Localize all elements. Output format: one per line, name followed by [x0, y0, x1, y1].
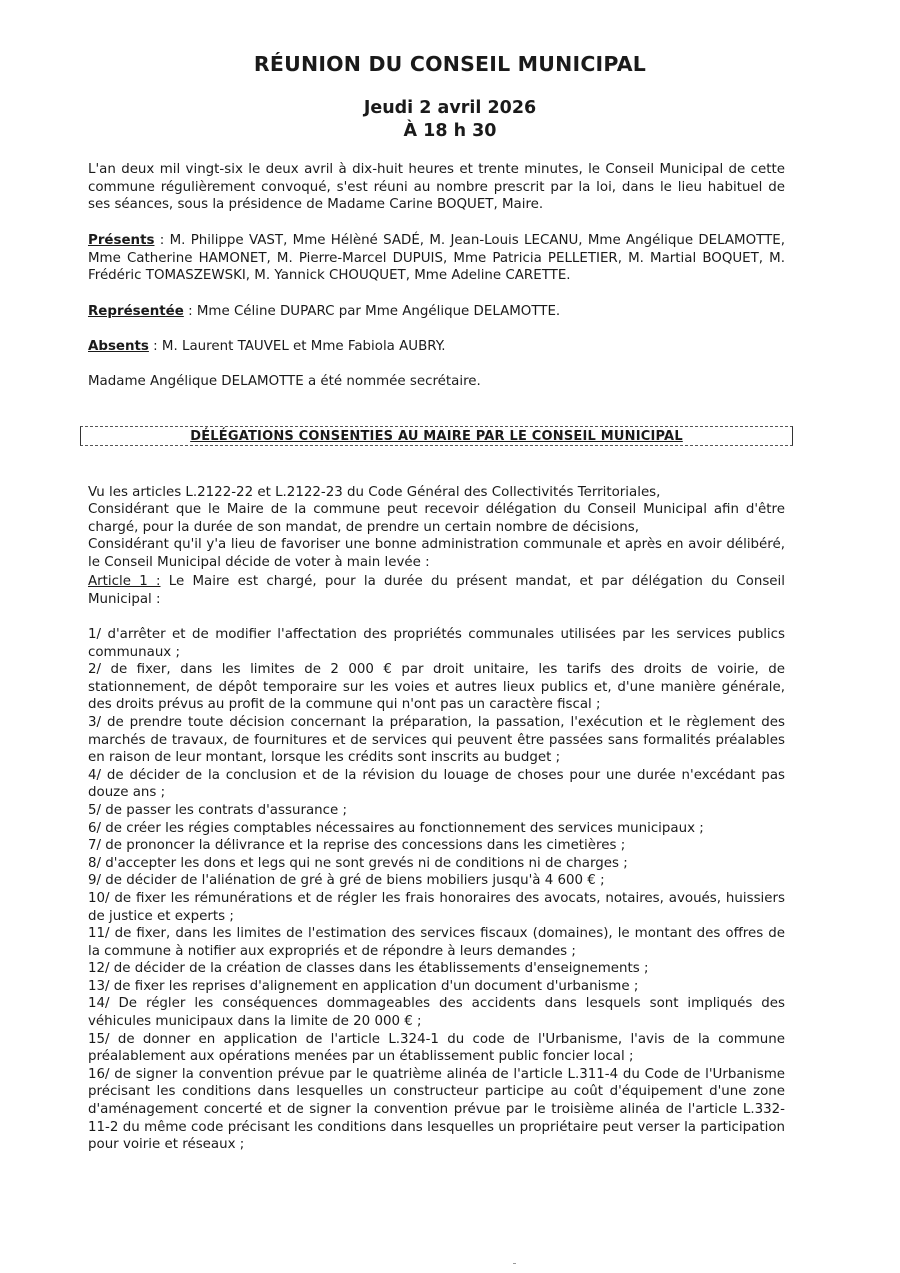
section-heading-box [80, 426, 793, 446]
list-item: 10/ de fixer les rémunérations et de régler les frais honoraires des avocats, notaires, avoués, huissiers de justice et experts ; [88, 890, 785, 924]
represented-paragraph [88, 303, 785, 321]
preamble-paragraph [88, 466, 785, 589]
list-item: 15/ de donner en application de l'article L.324-1 du code de l'Urbanisme, l'avis de la commune préalablement aux opérations menées par un établissement public foncier local ; [88, 1031, 785, 1065]
section-heading: DÉLÉGATIONS CONSENTIES AU MAIRE PAR LE CONSEIL MUNICIPAL [190, 429, 683, 444]
present-paragraph [88, 232, 785, 285]
article-1-text: Le Maire est chargé, pour la durée du présent mandat, et par délégation du Conseil Municipal : [88, 574, 785, 607]
intro-text: L'an deux mil vingt-six le deux avril à dix-huit heures et trente minutes, le Conseil Municipal de cette commune régulièrement convoqué, s'est réuni au nombre prescrit par la loi, dans le lieu habituel de ses séances, sous la présidence de Madame Carine BOQUET, Maire. [88, 162, 785, 213]
preamble-text: Vu les articles L.2122-22 et L.2122-23 du Code Général des Collectivités Territoriales, Considérant que le Maire de la commune peut recevoir délégation du Conseil Municipal afin d'être chargé, pour la durée de son mandat, de prendre un certain nombre de décisions, Considérant qu'il y'a lieu de favoriser une bonne administration communale et après en avoir délibéré, le Conseil Municipal décide de voter à main levée : [88, 484, 785, 570]
meeting-time: À 18 h 30 [403, 121, 497, 141]
secretary-text: Madame Angélique DELAMOTTE a été nommée secrétaire. [88, 374, 481, 389]
list-item: 12/ de décider de la création de classes dans les établissements d'enseignements ; [88, 961, 649, 977]
intro-paragraph [88, 161, 785, 214]
list-item: 4/ de décider de la conclusion et de la révision du louage de choses pour une durée n'excédant pas douze ans ; [88, 767, 785, 801]
list-item: 3/ de prendre toute décision concernant la préparation, la passation, l'exécution et le règlement des marchés de travaux, de fournitures et de services qui peuvent être passées sans formalités préalables en raison de leur montant, lorsque les crédits sont inscrits au budget ; [88, 714, 785, 766]
list-item: 16/ de signer la convention prévue par le quatrième alinéa de l'article L.311-4 du Code de l'Urbanisme précisant les conditions dans lesquelles un constructeur participe au coût d'équipement d'une zone d'aménagement concerté et de signer la convention prévue par le troisième alinéa de l'article L.332-11-2 du même code précisant les conditions dans lesquelles un propriétaire peut verser la participation pour voirie et réseaux ; [88, 1066, 785, 1153]
list-item: 5/ de passer les contrats d'assurance ; [88, 802, 348, 818]
present-list: : M. Philippe VAST, Mme Hélèné SADÉ, M. Jean-Louis LECANU, Mme Angélique DELAMOTTE, Mme Catherine HAMONET, M. Pierre-Marcel DUPUIS, Mme Patricia PELLETIER, M. Martial BOQUET, M. Frédéric TOMASZEWSKI, M. Yannick CHOUQUET, Mme Adeline CARETTE. [88, 233, 785, 284]
page-title: RÉUNION DU CONSEIL MUNICIPAL [253, 52, 647, 76]
list-item: 8/ d'accepter les dons et legs qui ne sont grevés ni de conditions ni de charges ; [88, 855, 628, 871]
list-item: 2/ de fixer, dans les limites de 2 000 € par droit unitaire, les tarifs des droits de voirie, de stationnement, de dépôt temporaire sur les voies et autres lieux publics et, d'une manière générale, des droits prévus au profit de la commune qui n'ont pas un caractère fiscal ; [88, 662, 785, 713]
list-item: 13/ de fixer les reprises d'alignement en application d'un document d'urbanisme ; [88, 978, 639, 994]
list-item: 1/ d'arrêter et de modifier l'affectation des propriétés communales utilisées par les services publics communaux ; [88, 627, 785, 660]
list-item: 7/ de prononcer la délivrance et la reprise des concessions dans les cimetières ; [88, 838, 626, 854]
delegation-list [88, 626, 785, 1154]
absent-label: Absents [88, 339, 149, 354]
present-label: Présents [88, 233, 155, 248]
scan-mark [513, 1263, 516, 1264]
represented-label: Représentée [88, 304, 184, 319]
secretary-paragraph [88, 373, 785, 391]
list-item: 9/ de décider de l'aliénation de gré à gré de biens mobiliers jusqu'à 4 600 € ; [88, 873, 605, 889]
list-item: 14/ De régler les conséquences dommageables des accidents dans lesquels sont impliqués des véhicules municipaux dans la limite de 20 000 € ; [88, 996, 785, 1030]
article-1-paragraph [88, 573, 785, 608]
list-item: 11/ de fixer, dans les limites de l'estimation des services fiscaux (domaines), le montant des offres de la commune à notifier aux expropriés et de répondre à leurs demandes ; [88, 926, 785, 959]
absent-paragraph [88, 338, 785, 356]
list-item: 6/ de créer les régies comptables nécessaires au fonctionnement des services municipaux ; [88, 820, 704, 836]
represented-text: : Mme Céline DUPARC par Mme Angélique DELAMOTTE. [183, 304, 561, 319]
meeting-date: Jeudi 2 avril 2026 [363, 98, 537, 118]
absent-text: : M. Laurent TAUVEL et Mme Fabiola AUBRY. [148, 339, 446, 354]
article-1-label: Article 1 : [88, 574, 161, 589]
